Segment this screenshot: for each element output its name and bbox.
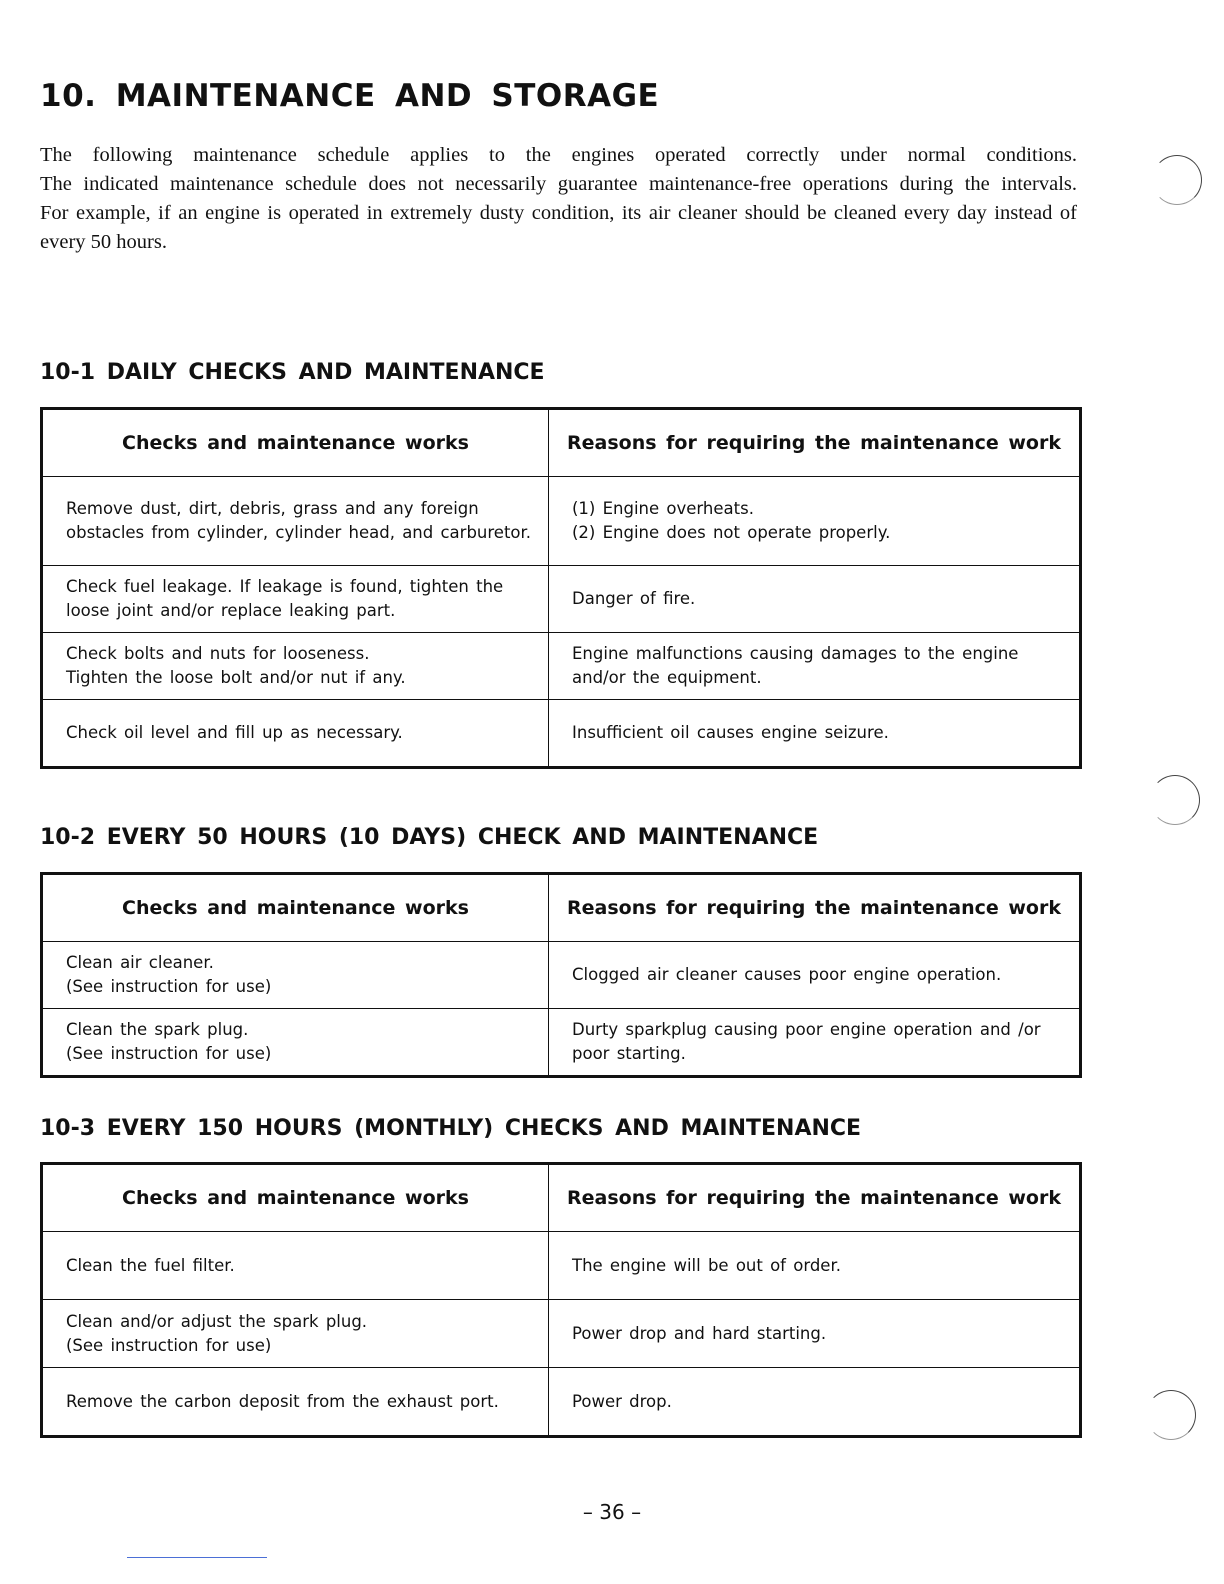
reason-cell: Insufficient oil causes engine seizure. bbox=[549, 700, 1081, 768]
column-header-checks: Checks and maintenance works bbox=[42, 874, 549, 942]
check-line: Check bolts and nuts for looseness. bbox=[66, 644, 370, 663]
scan-mark-line bbox=[127, 1557, 267, 1558]
intro-paragraph: For example, if an engine is operated in extremely dusty condition, its air cleaner should be cleaned every day instead of every 50 hours. bbox=[40, 202, 1077, 253]
column-header-checks: Checks and maintenance works bbox=[42, 409, 549, 477]
reason-line: (1) Engine overheats. bbox=[572, 499, 754, 518]
intro-paragraph: The indicated maintenance schedule does not necessarily guarantee maintenance-free operations during the intervals. bbox=[40, 173, 1077, 195]
reason-cell bbox=[549, 477, 1081, 566]
reason-cell: Danger of fire. bbox=[549, 566, 1081, 633]
table-header-row bbox=[42, 874, 1081, 942]
table-row bbox=[42, 700, 1081, 768]
table-row bbox=[42, 566, 1081, 633]
column-header-reasons: Reasons for requiring the maintenance work bbox=[549, 409, 1081, 477]
page-title: 10. MAINTENANCE AND STORAGE bbox=[40, 78, 660, 114]
section-heading-50-hours: 10-2 EVERY 50 HOURS (10 DAYS) CHECK AND MAINTENANCE bbox=[40, 825, 819, 850]
check-cell bbox=[42, 942, 549, 1009]
binder-hole-icon bbox=[1150, 775, 1200, 825]
reason-line: (2) Engine does not operate properly. bbox=[572, 523, 891, 542]
check-cell: Remove dust, dirt, debris, grass and any foreign obstacles from cylinder, cylinder head, and carburetor. bbox=[42, 477, 549, 566]
table-row bbox=[42, 1232, 1081, 1300]
reason-cell: Power drop. bbox=[549, 1368, 1081, 1437]
daily-checks-table bbox=[40, 407, 1082, 769]
check-line: (See instruction for use) bbox=[66, 977, 272, 996]
check-line: (See instruction for use) bbox=[66, 1044, 272, 1063]
page-number: – 36 – bbox=[582, 1500, 642, 1524]
reason-cell: Clogged air cleaner causes poor engine operation. bbox=[549, 942, 1081, 1009]
check-line: Clean air cleaner. bbox=[66, 953, 214, 972]
table-row bbox=[42, 1300, 1081, 1368]
fifty-hour-checks-table bbox=[40, 872, 1082, 1078]
check-cell: Clean the fuel filter. bbox=[42, 1232, 549, 1300]
check-line: Clean and/or adjust the spark plug. bbox=[66, 1311, 368, 1331]
intro-text bbox=[40, 141, 1077, 257]
column-header-checks: Checks and maintenance works bbox=[42, 1164, 549, 1232]
reason-cell: Engine malfunctions causing damages to the engine and/or the equipment. bbox=[549, 633, 1081, 700]
check-cell: Remove the carbon deposit from the exhaust port. bbox=[42, 1368, 549, 1437]
reason-cell: Power drop and hard starting. bbox=[549, 1300, 1081, 1368]
section-heading-150-hours: 10-3 EVERY 150 HOURS (MONTHLY) CHECKS AND MAINTENANCE bbox=[40, 1116, 862, 1141]
check-cell: Check fuel leakage. If leakage is found, tighten the loose joint and/or replace leaking part. bbox=[42, 566, 549, 633]
column-header-reasons: Reasons for requiring the maintenance work bbox=[549, 1164, 1081, 1232]
table-row bbox=[42, 942, 1081, 1009]
binder-hole-icon bbox=[1152, 155, 1202, 205]
table-row bbox=[42, 1009, 1081, 1077]
table-row bbox=[42, 477, 1081, 566]
table-row bbox=[42, 633, 1081, 700]
check-line: Clean the spark plug. bbox=[66, 1020, 249, 1039]
check-cell bbox=[42, 1009, 549, 1077]
check-line: (See instruction for use) bbox=[66, 1335, 272, 1355]
check-cell bbox=[42, 1300, 549, 1368]
section-heading-daily: 10-1 DAILY CHECKS AND MAINTENANCE bbox=[40, 360, 545, 385]
binder-hole-icon bbox=[1146, 1390, 1196, 1440]
table-header-row bbox=[42, 409, 1081, 477]
reason-cell: The engine will be out of order. bbox=[549, 1232, 1081, 1300]
intro-paragraph: The following maintenance schedule applies to the engines operated correctly under normal conditions. bbox=[40, 144, 1077, 166]
monthly-checks-table bbox=[40, 1162, 1082, 1438]
table-header-row bbox=[42, 1164, 1081, 1232]
column-header-reasons: Reasons for requiring the maintenance work bbox=[549, 874, 1081, 942]
table-row bbox=[42, 1368, 1081, 1437]
reason-cell: Durty sparkplug causing poor engine operation and /or poor starting. bbox=[549, 1009, 1081, 1077]
check-cell bbox=[42, 633, 549, 700]
check-line: Tighten the loose bolt and/or nut if any. bbox=[66, 668, 406, 687]
check-cell: Check oil level and fill up as necessary. bbox=[42, 700, 549, 768]
